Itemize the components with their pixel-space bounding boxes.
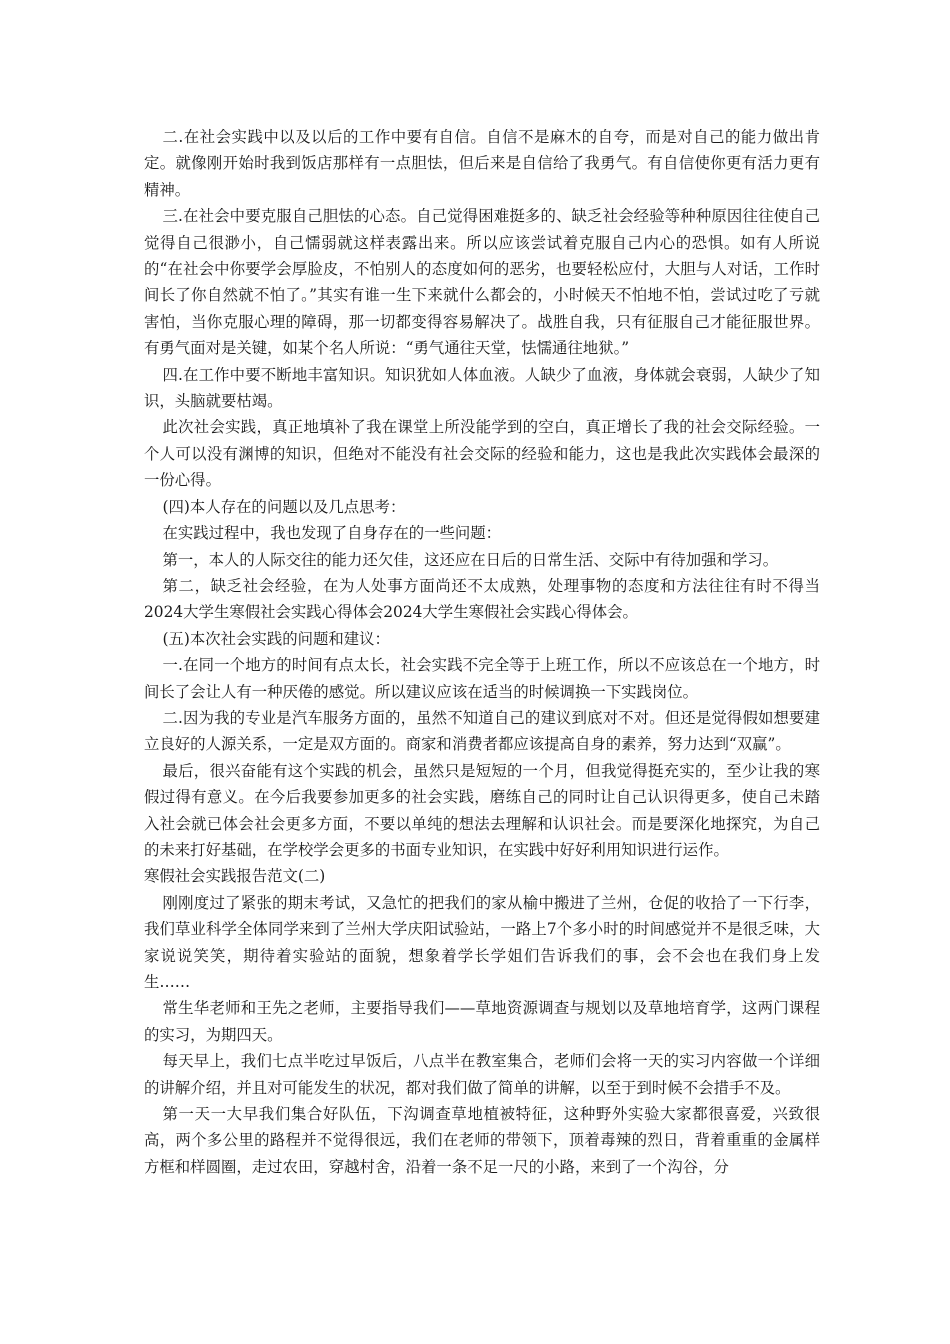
paragraph: 常生华老师和王先之老师，主要指导我们——草地资源调查与规划以及草地培育学，这两门课程的实习，为期四天。 (144, 999, 820, 1044)
paragraph: 二.在社会实践中以及以后的工作中要有自信。自信不是麻木的自夸，而是对自己的能力做出肯定。就像刚开始时我到饭店那样有一点胆怯，但后来是自信给了我勇气。有自信使你更有活力更有精神。 (144, 128, 820, 199)
paragraph: 第一，本人的人际交往的能力还欠佳，这还应在日后的日常生活、交际中有待加强和学习。 (162, 550, 779, 569)
document-body (144, 124, 820, 1180)
paragraph: 最后，很兴奋能有这个实践的机会，虽然只是短短的一个月，但我觉得挺充实的，至少让我的寒假过得有意义。在今后我要参加更多的社会实践，磨练自己的同时让自己认识得更多，使自己未踏入社会就已体会社会更多方面，不要以单纯的想法去理解和认识社会。而是要深化地探究，为自己的未来打好基础，在学校学会更多的书面专业知识，在实践中好好利用知识进行运作。 (144, 761, 820, 859)
paragraph: 每天早上，我们七点半吃过早饭后，八点半在教室集合，老师们会将一天的实习内容做一个详细的讲解介绍，并且对可能发生的状况，都对我们做了简单的讲解，以至于到时候不会措手不及。 (144, 1052, 820, 1097)
paragraph: 在实践过程中，我也发现了自身存在的一些问题： (162, 524, 502, 543)
paragraph: 一.在同一个地方的时间有点太长，社会实践不完全等于上班工作，所以不应该总在一个地方，时间长了会让人有一种厌倦的感觉。所以建议应该在适当的时候调换一下实践岗位。 (144, 656, 820, 701)
section-heading-4: (四)本人存在的问题以及几点思考： (162, 497, 406, 516)
section-heading-5: (五)本次社会实践的问题和建议： (162, 629, 390, 648)
paragraph: 刚刚度过了紧张的期末考试，又急忙的把我们的家从榆中搬进了兰州，仓促的收拾了一下行李，我们草业科学全体同学来到了兰州大学庆阳试验站，一路上7个多小时的时间感觉并不是很乏味，大家说说笑笑，期待着实验站的面貌，想象着学长学姐们告诉我们的事，会不会也在我们身上发生…… (144, 893, 820, 991)
paragraph: 第二，缺乏社会经验，在为人处事方面尚还不太成熟，处理事物的态度和方法往往有时不得当2024大学生寒假社会实践心得体会2024大学生寒假社会实践心得体会。 (144, 576, 820, 622)
paragraph: 四.在工作中要不断地丰富知识。知识犹如人体血液。人缺少了血液，身体就会衰弱，人缺少了知识，头脑就要枯竭。 (144, 365, 820, 411)
paragraph: 此次社会实践，真正地填补了我在课堂上所没能学到的空白，真正增长了我的社会交际经验。一个人可以没有渊博的知识，但绝对不能没有社会交际的经验和能力，这也是我此次实践体会最深的一份心得。 (144, 418, 820, 490)
paragraph: 第一天一大早我们集合好队伍，下沟调查草地植被特征，这种野外实验大家都很喜爱，兴致很高，两个多公里的路程并不觉得很远，我们在老师的带领下，顶着毒辣的烈日，背着重重的金属样方框和样圆圈，走过农田，穿越村舍，沿着一条不足一尺的小路，来到了一个沟谷，分 (144, 1105, 820, 1176)
report-title-2: 寒假社会实践报告范文(二) (144, 867, 326, 886)
paragraph: 二.因为我的专业是汽车服务方面的，虽然不知道自己的建议到底对不对。但还是觉得假如想要建立良好的人源关系，一定是双方面的。商家和消费者都应该提高自身的素养，努力达到“双赢”。 (144, 708, 820, 754)
paragraph: 三.在社会中要克服自己胆怯的心态。自己觉得困难挺多的、缺乏社会经验等种种原因往往使自己觉得自己很渺小，自己懦弱就这样表露出来。所以应该尝试着克服自己内心的恐惧。如有人所说的“在社会中你要学会厚脸皮，不怕别人的态度如何的恶劣，也要轻松应付，大胆与人对话，工作时间长了你自然就不怕了。”其实有谁一生下来就什么都会的，小时候天不怕地不怕，尝试过吃了亏就害怕，当你克服心理的障碍，那一切都变得容易解决了。战胜自我，只有征服自己才能征服世界。有勇气面对是关键，如某个名人所说：“勇气通往天堂，怯懦通往地狱。” (144, 207, 820, 358)
